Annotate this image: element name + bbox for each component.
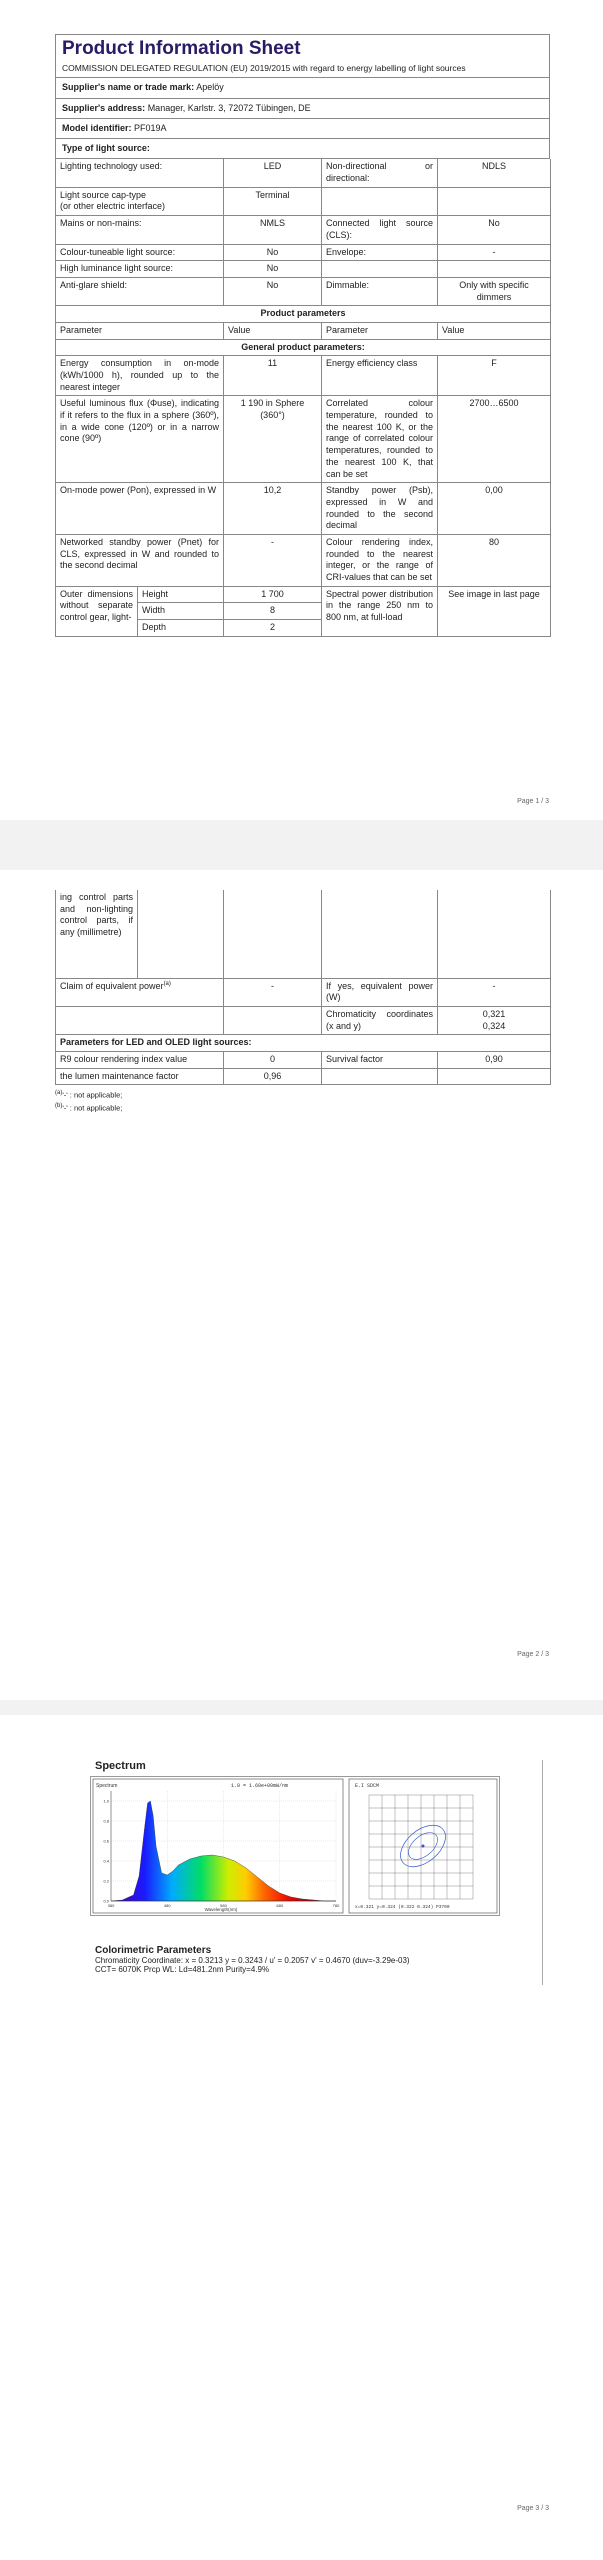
page-2 bbox=[0, 870, 603, 1700]
type-param-2 bbox=[322, 187, 438, 215]
param-label: Useful luminous flux (Φuse), indicating if it refers to the flux in a sphere (360º), in a wide cone (120º) or in a narrow cone (90º) bbox=[56, 396, 224, 483]
lumen-maintenance-row bbox=[56, 1068, 551, 1085]
led-parameters-header bbox=[56, 1035, 551, 1052]
x-tick-label: 780 bbox=[332, 1903, 340, 1908]
param-row bbox=[56, 356, 551, 396]
chromaticity-y: 0,324 bbox=[482, 1020, 506, 1031]
blank-cell bbox=[322, 1068, 438, 1085]
footnote-mark-a: (a) bbox=[163, 980, 171, 987]
model-identifier-label: Model identifier: bbox=[62, 122, 132, 133]
type-param: Colour-tuneable light source: bbox=[56, 244, 224, 261]
param-label: Energy consumption in on-mode (kWh/1000 h), rounded up to the nearest integer bbox=[56, 356, 224, 396]
page-number: Page 1 / 3 bbox=[517, 798, 549, 805]
survival-value: 0,90 bbox=[438, 1051, 551, 1068]
type-row bbox=[56, 216, 551, 244]
type-param-2: Non-directional or directional: bbox=[322, 159, 438, 187]
spectrum-chart bbox=[91, 1777, 499, 1915]
product-parameters-title: Product parameters bbox=[56, 306, 551, 323]
type-value: NMLS bbox=[224, 216, 322, 244]
page-number: Page 2 / 3 bbox=[517, 1651, 549, 1658]
equivalent-power-label bbox=[56, 979, 224, 1007]
type-value-2 bbox=[438, 261, 551, 278]
param-value: 10,2 bbox=[224, 483, 322, 535]
footnote-b-text: '-' : not applicable; bbox=[62, 1103, 123, 1113]
dims-row bbox=[56, 587, 551, 603]
dims-blank bbox=[322, 890, 438, 978]
spd-label: Spectral power distribution in the range 250 nm to 800 nm, at full-load bbox=[322, 587, 438, 637]
footnote-a-text: '-' : not applicable; bbox=[62, 1090, 123, 1100]
y-tick-label: 0.0 bbox=[103, 1898, 109, 1904]
led-parameters-title: Parameters for LED and OLED light sources: bbox=[56, 1035, 551, 1052]
product-information-sheet-continued bbox=[55, 890, 550, 1114]
model-identifier-row bbox=[55, 119, 550, 139]
if-yes-label: If yes, equivalent power (W) bbox=[322, 979, 438, 1007]
col-value: Value bbox=[224, 322, 322, 339]
y-tick-label: 0.2 bbox=[103, 1878, 109, 1884]
dims-label-continued: ing control parts and non-lighting control parts, if any (millimetre) bbox=[56, 890, 138, 978]
colorimetric-section bbox=[95, 1945, 535, 1974]
param-label-2: Standby power (Psb), expressed in W and rounded to the second decimal bbox=[322, 483, 438, 535]
type-param: Lighting technology used: bbox=[56, 159, 224, 187]
param-value: 11 bbox=[224, 356, 322, 396]
dims-blank bbox=[438, 890, 551, 978]
depth-label: Depth bbox=[138, 620, 224, 637]
blank-cell bbox=[224, 1006, 322, 1034]
chromaticity-value bbox=[438, 1006, 551, 1034]
param-label: On-mode power (Pon), expressed in W bbox=[56, 483, 224, 535]
equivalent-power-value: - bbox=[224, 979, 322, 1007]
dims-blank bbox=[138, 890, 224, 978]
general-parameters-title: General product parameters: bbox=[56, 339, 551, 356]
y-tick-label: 0.8 bbox=[103, 1818, 109, 1824]
x-tick-label: 680 bbox=[276, 1903, 284, 1908]
param-row bbox=[56, 396, 551, 483]
column-header-row bbox=[56, 322, 551, 339]
param-value-2: 2700…6500 bbox=[438, 396, 551, 483]
supplier-name-value: Apelöy bbox=[196, 82, 224, 93]
type-value: Terminal bbox=[224, 187, 322, 215]
type-value: No bbox=[224, 261, 322, 278]
param-value-2: 0,00 bbox=[438, 483, 551, 535]
col-parameter: Parameter bbox=[56, 322, 224, 339]
x-tick-label: 380 bbox=[107, 1903, 115, 1908]
footnote-b bbox=[55, 1102, 550, 1115]
sheet-subtitle: COMMISSION DELEGATED REGULATION (EU) 2019/2015 with regard to energy labelling of light sources bbox=[55, 61, 550, 79]
r9-value: 0 bbox=[224, 1051, 322, 1068]
type-value-2: No bbox=[438, 216, 551, 244]
height-label: Height bbox=[138, 587, 224, 603]
y-tick-label: 0.6 bbox=[103, 1838, 109, 1844]
page-1 bbox=[0, 0, 603, 820]
page-number: Page 3 / 3 bbox=[517, 2505, 549, 2512]
type-param: High luminance light source: bbox=[56, 261, 224, 278]
param-value-2: F bbox=[438, 356, 551, 396]
type-value: LED bbox=[224, 159, 322, 187]
footnote-a bbox=[55, 1089, 550, 1102]
sheet-title: Product Information Sheet bbox=[55, 34, 550, 61]
type-param-2: Dimmable: bbox=[322, 277, 438, 305]
param-value: - bbox=[224, 534, 322, 586]
supplier-name-label: Supplier's name or trade mark: bbox=[62, 82, 195, 93]
supplier-address-value: Manager, Karlstr. 3, 72072 Tübingen, DE bbox=[147, 102, 311, 113]
supplier-address-row bbox=[55, 99, 550, 119]
chromaticity-label: Chromaticity coordinates (x and y) bbox=[322, 1006, 438, 1034]
col-parameter-2: Parameter bbox=[322, 322, 438, 339]
width-value: 8 bbox=[224, 603, 322, 620]
type-param-2: Envelope: bbox=[322, 244, 438, 261]
lumen-maintenance-value: 0,96 bbox=[224, 1068, 322, 1085]
cie-footer: x=0.321 y=0.324 (0.322 0.324) P3700 bbox=[355, 1905, 450, 1910]
type-value-2: Only with specific dimmers bbox=[438, 277, 551, 305]
cie-label: E.I SDCM bbox=[355, 1783, 380, 1789]
param-row bbox=[56, 534, 551, 586]
dims-blank bbox=[224, 890, 322, 978]
type-param-2: Connected light source (CLS): bbox=[322, 216, 438, 244]
col-value-2: Value bbox=[438, 322, 551, 339]
divider-line bbox=[542, 1760, 543, 1985]
blank-cell bbox=[56, 1006, 224, 1034]
type-row bbox=[56, 159, 551, 187]
light-source-type-table bbox=[55, 159, 551, 586]
type-row bbox=[56, 277, 551, 305]
chart-x-label: Wavelength(nm) bbox=[204, 1907, 238, 1912]
type-row bbox=[56, 244, 551, 261]
light-source-type-label: Type of light source: bbox=[62, 143, 150, 154]
cct-line: CCT= 6070K Prcp WL: Ld=481.2nm Purity=4.9% bbox=[95, 1965, 270, 1974]
supplier-name-row bbox=[55, 78, 550, 98]
blank-cell bbox=[438, 1068, 551, 1085]
dims-row-continued bbox=[56, 890, 551, 978]
dimensions-continued-table bbox=[55, 890, 551, 979]
page2-parameters-table bbox=[55, 979, 551, 1086]
chromaticity-x: 0,321 bbox=[482, 1008, 506, 1019]
r9-label: R9 colour rendering index value bbox=[56, 1051, 224, 1068]
chart-scale-label: 1.0 = 1.60e+00mW/nm bbox=[231, 1783, 289, 1789]
if-yes-value: - bbox=[438, 979, 551, 1007]
r9-row bbox=[56, 1051, 551, 1068]
type-row bbox=[56, 261, 551, 278]
depth-value: 2 bbox=[224, 620, 322, 637]
footnote-a-mark: (a) bbox=[55, 1090, 63, 1097]
x-tick-label: 480 bbox=[163, 1903, 171, 1908]
type-value: No bbox=[224, 244, 322, 261]
type-param: Anti-glare shield: bbox=[56, 277, 224, 305]
spectrum-report bbox=[90, 1760, 545, 1974]
light-source-type-row bbox=[55, 139, 550, 159]
spectrum-figure bbox=[90, 1776, 500, 1916]
lumen-maintenance-label: the lumen maintenance factor bbox=[56, 1068, 224, 1085]
type-param-2 bbox=[322, 261, 438, 278]
colorimetric-title: Colorimetric Parameters bbox=[95, 1945, 212, 1956]
width-label: Width bbox=[138, 603, 224, 620]
chromaticity-row bbox=[56, 1006, 551, 1034]
type-row bbox=[56, 187, 551, 215]
type-value-2: - bbox=[438, 244, 551, 261]
product-parameters-header bbox=[56, 306, 551, 323]
x-tick-label: 580 bbox=[220, 1903, 227, 1908]
param-label-2: Colour rendering index, rounded to the nearest integer, or the range of CRI-values that can be set bbox=[322, 534, 438, 586]
type-param: Light source cap-type (or other electric interface) bbox=[56, 187, 224, 215]
chromaticity-point bbox=[422, 1845, 425, 1848]
chart-inner-title: Spectrum bbox=[96, 1783, 118, 1789]
param-label-2: Correlated colour temperature, rounded to the nearest 100 K, or the range of correlated colour temperatures, rounded to the nearest 100 K, that can be set bbox=[322, 396, 438, 483]
type-param: Mains or non-mains: bbox=[56, 216, 224, 244]
equivalent-power-row bbox=[56, 979, 551, 1007]
height-value: 1 700 bbox=[224, 587, 322, 603]
general-parameters-header bbox=[56, 339, 551, 356]
param-label-2: Energy efficiency class bbox=[322, 356, 438, 396]
spd-value: See image in last page bbox=[438, 587, 551, 637]
y-tick-label: 1.0 bbox=[103, 1798, 109, 1804]
param-value: 1 190 in Sphere (360°) bbox=[224, 396, 322, 483]
survival-label: Survival factor bbox=[322, 1051, 438, 1068]
y-tick-label: 0.4 bbox=[103, 1858, 109, 1864]
supplier-address-label: Supplier's address: bbox=[62, 102, 146, 113]
param-value-2: 80 bbox=[438, 534, 551, 586]
type-value-2: NDLS bbox=[438, 159, 551, 187]
footnotes bbox=[55, 1089, 550, 1114]
spectrum-title: Spectrum bbox=[95, 1760, 146, 1772]
param-row bbox=[56, 483, 551, 535]
footnote-b-mark: (b) bbox=[55, 1102, 63, 1109]
chromaticity-line: Chromaticity Coordinate: x = 0.3213 y = 0.3243 / u' = 0.2057 v' = 0.4670 (duv=-3.29e-03) bbox=[95, 1956, 410, 1965]
model-identifier-value: PF019A bbox=[134, 122, 167, 133]
type-value-2 bbox=[438, 187, 551, 215]
param-label: Networked standby power (Pnet) for CLS, expressed in W and rounded to the second decimal bbox=[56, 534, 224, 586]
product-information-sheet bbox=[55, 34, 550, 637]
dims-label: Outer dimensions without separate control gear, light- bbox=[56, 587, 138, 637]
type-value: No bbox=[224, 277, 322, 305]
equivalent-power-text: Claim of equivalent power bbox=[60, 980, 164, 991]
dimensions-table bbox=[55, 587, 551, 637]
page-3 bbox=[0, 1715, 603, 2560]
